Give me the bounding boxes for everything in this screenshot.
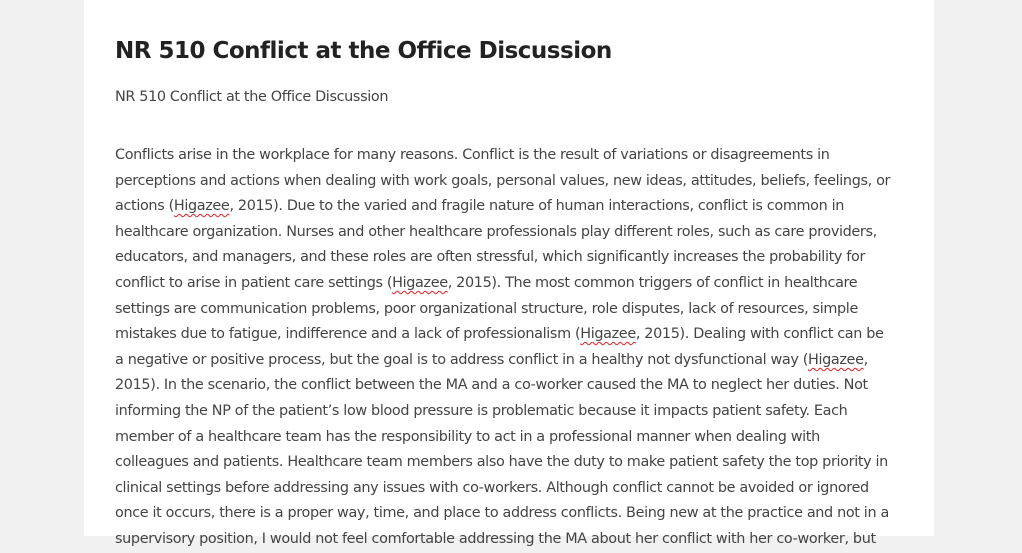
paragraph-line (115, 245, 915, 271)
paragraph-line (115, 220, 915, 246)
page-subtitle: NR 510 Conflict at the Office Discussion (115, 89, 389, 105)
line-text: actions ( (115, 198, 174, 215)
line-text: mistakes due to fatigue, indifference and a lack of professionalism ( (115, 326, 581, 343)
line-text: perceptions and actions when dealing with work goals, personal values, new ideas, attitudes, beliefs, feelings, or (115, 172, 891, 189)
misspelled-word: Higazee (580, 326, 636, 343)
misspelled-word: Higazee (173, 198, 230, 215)
line-text: , (863, 351, 868, 368)
paragraph-line (115, 425, 915, 451)
paragraph-line (115, 194, 915, 220)
line-text: once it occurs, there is a proper way, time, and place to address conflicts. Being new at the practice and not in a (115, 505, 889, 522)
line-text: , 2015). Due to the varied and fragile nature of human interactions, conflict is common in (229, 198, 845, 215)
paragraph-line (115, 450, 915, 476)
line-text: a negative or positive process, but the goal is to address conflict in a healthy not dysfunctional way ( (115, 351, 808, 368)
article-page (84, 0, 934, 547)
line-text: educators, and managers, and these roles are often stressful, which significantly increases the probability for (115, 249, 866, 266)
misspelled-word: Higazee (392, 274, 448, 291)
line-text: informing the NP of the patient’s low blood pressure is problematic because it impacts patient safety. Each (115, 402, 848, 419)
paragraph-line (115, 373, 915, 399)
paragraph-line (115, 501, 915, 527)
paragraph-line (115, 297, 915, 323)
line-text: conflict to arise in patient care settings ( (115, 274, 393, 291)
line-text: supervisory position, I would not feel comfortable addressing the MA about her conflict with her co-worker, but (115, 530, 876, 547)
line-text: clinical settings before addressing any issues with co-workers. Although conflict cannot be avoided or ignored (115, 479, 869, 496)
line-text: settings are communication problems, poor organizational structure, role disputes, lack of resources, simple (115, 300, 858, 317)
misspelled-word: Higazee (807, 351, 864, 368)
article-body (115, 143, 915, 553)
paragraph-line (115, 169, 915, 195)
line-text: , 2015). Dealing with conflict can be (635, 326, 884, 343)
paragraph-line (115, 348, 915, 374)
paragraph-line (115, 476, 915, 502)
paragraph-line (115, 271, 915, 297)
line-text: Conflicts arise in the workplace for many reasons. Conflict is the result of variations or disagreements in (115, 147, 830, 163)
paragraph-line (115, 399, 915, 425)
page-title: NR 510 Conflict at the Office Discussion (115, 38, 612, 64)
line-text: 2015). In the scenario, the conflict between the MA and a co-worker caused the MA to neglect her duties. Not (115, 377, 868, 394)
line-text: colleagues and patients. Healthcare team members also have the duty to make patient safety the top priority in (115, 454, 888, 471)
line-text: healthcare organization. Nurses and other healthcare professionals play different roles, such as care providers, (115, 223, 877, 240)
paragraph-line (115, 527, 915, 553)
line-text: , 2015). The most common triggers of conflict in healthcare (447, 274, 858, 291)
line-text: member of a healthcare team has the responsibility to act in a professional manner when dealing with (115, 428, 820, 445)
paragraph-line (115, 322, 915, 348)
paragraph-line (115, 143, 915, 169)
